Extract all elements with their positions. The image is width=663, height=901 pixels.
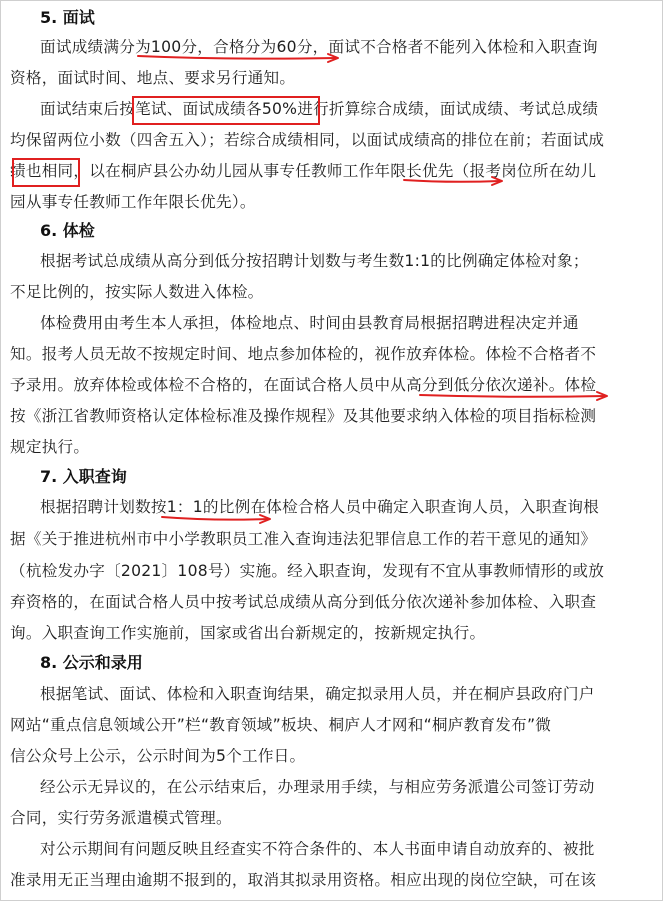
paragraph-line: 绩也相同，以在桐庐县公办幼儿园从事专任教师工作年限长优先（报考岗位所在幼儿 [10, 162, 597, 180]
section-heading-onboarding-check: 7. 入职查询 [40, 467, 127, 486]
paragraph-line: 据《关于推进杭州市中小学教职员工准入查询违法犯罪信息工作的若干意见的通知》 [10, 530, 597, 548]
paragraph-line: 资格，面试时间、地点、要求另行通知。 [10, 69, 296, 87]
paragraph-line: 经公示无异议的，在公示结束后，办理录用手续，与相应劳务派遣公司签订劳动 [40, 778, 595, 796]
paragraph-line: 面试结束后按笔试、面试成绩各50%进行折算综合成绩，面试成绩、考试总成绩 [40, 100, 599, 118]
paragraph-line: 根据考试总成绩从高分到低分按招聘计划数与考生数1:1的比例确定体检对象； [40, 252, 589, 270]
paragraph-line: 不足比例的，按实际人数进入体检。 [10, 283, 264, 301]
paragraph-line: 予录用。放弃体检或体检不合格的，在面试合格人员中从高分到低分依次递补。体检 [10, 376, 597, 394]
paragraph-line: 网站“重点信息领域公开”栏“教育领域”板块、桐庐人才网和“桐庐教育发布”微 [10, 716, 552, 734]
paragraph-line: 信公众号上公示，公示时间为5个工作日。 [10, 747, 306, 765]
paragraph-line: 对公示期间有问题反映且经查实不符合条件的、本人书面申请自动放弃的、被批 [40, 840, 595, 858]
section-heading-interview: 5. 面试 [40, 8, 95, 27]
paragraph-line: 规定执行。 [10, 438, 90, 456]
section-heading-publicity-hiring: 8. 公示和录用 [40, 653, 143, 672]
paragraph-line: 弃资格的，在面试合格人员中按考试总成绩从高分到低分依次递补参加体检、入职查 [10, 593, 597, 611]
paragraph-line: 准录用无正当理由逾期不报到的，取消其拟录用资格。相应出现的岗位空缺，可在该 [10, 871, 597, 889]
paragraph-line: 体检费用由考生本人承担，体检地点、时间由县教育局根据招聘进程决定并通 [40, 314, 579, 332]
paragraph-line: 根据招聘计划数按1：1的比例在体检合格人员中确定入职查询人员，入职查询根 [40, 498, 600, 516]
paragraph-line: 知。报考人员无故不按规定时间、地点参加体检的，视作放弃体检。体检不合格者不 [10, 345, 597, 363]
paragraph-line: 均保留两位小数（四舍五入）；若综合成绩相同，以面试成绩高的排位在前；若面试成 [10, 131, 605, 149]
paragraph-line: 合同，实行劳务派遣模式管理。 [10, 809, 232, 827]
paragraph-line: （杭检发办字〔2021〕108号）实施。经入职查询，发现有不宜从事教师情形的或放 [10, 562, 605, 580]
paragraph-line: 面试成绩满分为100分，合格分为60分，面试不合格者不能列入体检和入职查询 [40, 38, 598, 56]
section-heading-physical-exam: 6. 体检 [40, 221, 95, 240]
paragraph-line: 按《浙江省教师资格认定体检标准及操作规程》及其他要求纳入体检的项目指标检测 [10, 407, 597, 425]
paragraph-line: 园从事专任教师工作年限长优先）。 [10, 193, 256, 211]
paragraph-line: 询。入职查询工作实施前，国家或省出台新规定的，按新规定执行。 [10, 624, 486, 642]
paragraph-line: 根据笔试、面试、体检和入职查询结果，确定拟录用人员，并在桐庐县政府门户 [40, 685, 595, 703]
